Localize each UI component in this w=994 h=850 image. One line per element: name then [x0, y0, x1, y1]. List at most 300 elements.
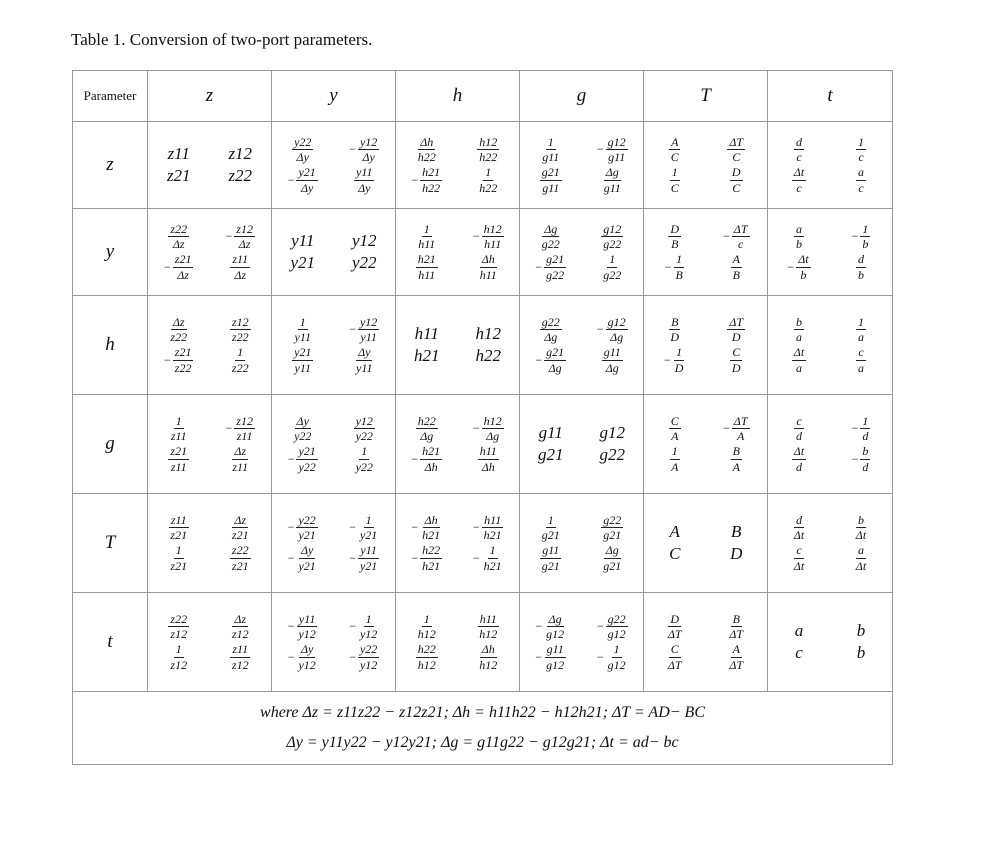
matrix-grid [272, 316, 395, 374]
matrix-cell [272, 122, 396, 209]
numerator: z12 [236, 413, 253, 428]
fraction [354, 166, 374, 194]
entry-symbol: z22 [228, 166, 253, 185]
matrix-entry [857, 643, 866, 663]
matrix-entry [601, 514, 623, 542]
minus-sign: − [411, 451, 419, 466]
row-header: t [73, 593, 148, 692]
matrix-entry [854, 544, 868, 572]
denominator: Δg [486, 429, 500, 444]
fraction [796, 253, 810, 281]
matrix-entry [411, 445, 442, 473]
denominator: h12 [417, 627, 436, 642]
matrix-entry [669, 136, 681, 164]
numerator: Δz [234, 611, 247, 626]
matrix-entry [168, 613, 189, 641]
fraction [792, 166, 806, 194]
numerator: y21 [298, 165, 316, 179]
matrix-grid [520, 514, 643, 572]
matrix-entry [477, 613, 499, 641]
denominator: Δz [177, 267, 189, 282]
numerator: 1 [423, 611, 430, 626]
matrix-entry [292, 346, 313, 374]
fraction [173, 346, 194, 374]
numerator: Δg [548, 611, 562, 626]
numerator: D [731, 165, 741, 179]
minus-sign: − [287, 550, 295, 565]
minus-sign: − [596, 142, 604, 157]
denominator: D [670, 330, 680, 345]
fraction [856, 253, 866, 281]
fraction [731, 445, 742, 473]
matrix-grid [396, 136, 519, 194]
matrix-entry [473, 223, 504, 251]
matrix-entry [416, 613, 438, 641]
fraction [854, 514, 868, 542]
matrix-entry [792, 445, 806, 473]
matrix-entry [540, 166, 562, 194]
minus-sign: − [164, 259, 171, 274]
matrix-entry [411, 514, 442, 542]
denominator: Δh [424, 459, 438, 474]
fraction [482, 415, 504, 443]
footnote-line-2: Δy = y11y22 − y12y21; Δg = g11g22 − g12g21; Δt = ad− bc [286, 734, 679, 751]
matrix-entry [664, 346, 685, 374]
matrix-cell [396, 494, 520, 593]
footnote-row [73, 692, 893, 765]
fraction [540, 514, 562, 542]
matrix-entry [416, 253, 438, 281]
fraction [606, 316, 628, 344]
matrix-entry [666, 643, 684, 671]
matrix-grid [148, 316, 271, 374]
fraction [169, 415, 189, 443]
matrix-entry [730, 166, 743, 194]
entry-symbol: g11 [538, 423, 563, 442]
matrix-entry [168, 514, 189, 542]
denominator: h12 [479, 657, 498, 672]
numerator: Δt [793, 444, 805, 458]
denominator: D [674, 360, 684, 375]
denominator: a [858, 360, 864, 375]
fraction [727, 643, 745, 671]
fraction [669, 445, 680, 473]
denominator: D [731, 330, 741, 345]
numerator: 1 [676, 252, 683, 266]
table-row [73, 122, 893, 209]
denominator: Δy [358, 180, 371, 195]
minus-sign: − [723, 421, 730, 436]
matrix-entry [478, 253, 499, 281]
numerator: ΔT [733, 413, 748, 428]
fraction [354, 415, 375, 443]
fraction [477, 136, 499, 164]
matrix-grid [768, 223, 892, 281]
fraction [296, 514, 317, 542]
matrix-grid [768, 136, 892, 194]
entry-symbol: B [731, 522, 742, 541]
denominator: c [796, 150, 802, 165]
numerator: B [732, 611, 740, 626]
numerator: 1 [489, 543, 496, 557]
denominator: c [858, 180, 864, 195]
minus-sign: − [535, 352, 543, 367]
denominator: h12 [479, 627, 498, 642]
entry-symbol: z11 [167, 144, 190, 163]
denominator: z21 [231, 558, 249, 573]
fraction [168, 613, 189, 641]
fraction [168, 316, 189, 344]
fraction [358, 136, 379, 164]
entry-symbol: b [856, 643, 866, 662]
matrix-cell [768, 593, 893, 692]
matrix-entry [668, 223, 681, 251]
matrix-entry [731, 445, 742, 473]
matrix-entry [852, 445, 871, 473]
matrix-entry [352, 231, 377, 251]
numerator: b [862, 444, 869, 458]
fraction [173, 253, 194, 281]
numerator: Δg [544, 221, 558, 236]
numerator: ΔT [729, 134, 744, 149]
matrix-entry [666, 613, 684, 641]
denominator: h21 [483, 558, 502, 573]
fraction [602, 166, 623, 194]
minus-sign: − [851, 229, 859, 244]
denominator: d [796, 429, 802, 444]
denominator: C [732, 150, 741, 165]
matrix-entry [602, 166, 623, 194]
fraction [669, 136, 681, 164]
denominator: ΔT [729, 657, 744, 672]
matrix-entry [792, 346, 806, 374]
numerator: 1 [862, 413, 869, 428]
numerator: Δg [605, 165, 619, 179]
fraction [601, 253, 623, 281]
fraction [540, 544, 562, 572]
matrix-cell [520, 209, 644, 296]
fraction [292, 136, 313, 164]
footnote [73, 692, 893, 765]
numerator: 1 [613, 642, 620, 656]
fraction [478, 253, 499, 281]
matrix-entry [787, 253, 810, 281]
denominator: A [736, 429, 745, 444]
matrix-entry [352, 253, 377, 273]
denominator: z22 [231, 330, 249, 345]
matrix-cell [644, 296, 768, 395]
denominator: z11 [170, 459, 187, 474]
denominator: d [862, 429, 869, 444]
denominator: h22 [479, 150, 498, 165]
fraction [168, 544, 189, 572]
numerator: C [732, 345, 741, 359]
matrix-entry [477, 166, 499, 194]
matrix-entry [230, 316, 251, 344]
minus-sign: − [411, 550, 419, 565]
denominator: g11 [603, 180, 621, 195]
numerator: b [857, 512, 864, 527]
table-row [73, 593, 893, 692]
numerator: 1 [671, 444, 678, 458]
matrix-entry [597, 136, 628, 164]
matrix-grid [148, 415, 271, 473]
denominator: g21 [541, 558, 560, 573]
matrix-entry [349, 544, 379, 572]
minus-sign: − [596, 619, 604, 634]
minus-sign: − [411, 172, 419, 187]
footnote-line-1: where Δz = z11z22 − z12z21; Δh = h11h22 − h12h21; ΔT = AD− BC [260, 704, 705, 721]
table-row [73, 209, 893, 296]
matrix-entry [794, 415, 804, 443]
denominator: C [670, 180, 679, 195]
matrix-entry [731, 253, 742, 281]
numerator: h21 [422, 444, 441, 458]
matrix-entry [164, 253, 193, 281]
matrix-grid [272, 613, 395, 671]
fraction [416, 253, 438, 281]
numerator: Δh [420, 134, 434, 149]
numerator: g11 [542, 543, 560, 557]
matrix-cell [768, 296, 893, 395]
matrix-grid [272, 514, 395, 572]
matrix-entry [416, 415, 438, 443]
numerator: A [732, 252, 740, 266]
denominator: Δh [481, 459, 495, 474]
denominator: g12 [607, 657, 626, 672]
matrix-grid [272, 415, 395, 473]
entry-symbol: g12 [599, 423, 625, 442]
fraction [792, 514, 806, 542]
matrix-cell [272, 209, 396, 296]
matrix-cell [644, 395, 768, 494]
fraction [234, 415, 255, 443]
matrix-cell [148, 494, 272, 593]
entry-symbol: y21 [290, 253, 316, 272]
fraction [354, 346, 374, 374]
numerator: y22 [294, 134, 312, 149]
denominator: z12 [170, 657, 188, 672]
matrix-cell [768, 395, 893, 494]
numerator: c [796, 543, 802, 557]
fraction [601, 544, 623, 572]
entry-symbol: A [669, 522, 680, 541]
matrix-entry [169, 415, 189, 443]
matrix-entry [535, 643, 566, 671]
matrix-cell [520, 494, 644, 593]
matrix-cell [396, 209, 520, 296]
fraction [540, 166, 562, 194]
numerator: g21 [546, 252, 565, 266]
numerator: Δh [481, 642, 495, 656]
matrix-entry [228, 144, 252, 164]
column-header-z: z [148, 71, 272, 122]
numerator: y22 [298, 512, 316, 527]
entry-symbol: h22 [475, 346, 501, 365]
matrix-entry [291, 231, 314, 251]
fraction [358, 316, 379, 344]
fraction [416, 613, 438, 641]
denominator: g22 [603, 267, 622, 282]
matrix-entry [349, 613, 379, 641]
fraction [358, 514, 379, 542]
denominator: z22 [170, 330, 188, 345]
numerator: Δh [481, 252, 495, 266]
matrix-cell [396, 122, 520, 209]
matrix-entry [730, 346, 743, 374]
denominator: z22 [174, 360, 192, 375]
minus-sign: − [535, 259, 543, 274]
fraction [416, 643, 438, 671]
row-header: T [73, 494, 148, 593]
entry-symbol: z12 [228, 144, 253, 163]
fraction [540, 136, 561, 164]
matrix-grid [272, 231, 395, 273]
fraction [860, 445, 870, 473]
fraction [666, 643, 684, 671]
matrix-cell [272, 395, 396, 494]
fraction [540, 316, 562, 344]
denominator: h11 [479, 267, 497, 282]
matrix-entry [856, 166, 866, 194]
matrix-cell [644, 593, 768, 692]
denominator: ΔT [667, 627, 682, 642]
denominator: b [796, 237, 802, 252]
numerator: z21 [174, 252, 192, 266]
minus-sign: − [596, 649, 604, 664]
matrix-entry [288, 166, 318, 194]
numerator: Δz [234, 444, 247, 458]
matrix-entry [230, 643, 251, 671]
denominator: h12 [417, 657, 436, 672]
fraction [727, 316, 745, 344]
denominator: Δt [793, 528, 805, 543]
denominator: y22 [298, 459, 316, 474]
numerator: h11 [484, 512, 502, 527]
matrix-entry [669, 415, 681, 443]
denominator: y21 [359, 528, 378, 543]
denominator: Δz [172, 237, 185, 252]
row-header: h [73, 296, 148, 395]
numerator: g12 [607, 314, 626, 329]
matrix-cell [768, 122, 893, 209]
matrix-entry [669, 544, 680, 564]
matrix-grid [768, 415, 892, 473]
matrix-entry [668, 316, 681, 344]
fraction [420, 166, 442, 194]
denominator: h21 [422, 558, 441, 573]
fraction [292, 415, 313, 443]
denominator: g21 [603, 528, 622, 543]
matrix-entry [731, 522, 741, 542]
entry-symbol: g22 [599, 445, 625, 464]
fraction [794, 415, 804, 443]
denominator: z22 [231, 360, 249, 375]
denominator: Δg [544, 330, 558, 345]
numerator: b [796, 314, 802, 329]
numerator: h11 [479, 444, 497, 458]
denominator: B [732, 267, 740, 282]
matrix-entry [293, 316, 313, 344]
matrix-entry [856, 316, 866, 344]
numerator: y21 [298, 444, 316, 458]
matrix-entry [540, 544, 562, 572]
matrix-cell [644, 122, 768, 209]
matrix-entry [794, 223, 804, 251]
matrix-entry [230, 253, 250, 281]
fraction [731, 253, 742, 281]
denominator: z11 [236, 429, 253, 444]
numerator: 1 [423, 221, 430, 236]
minus-sign: − [851, 451, 859, 466]
matrix-cell [768, 494, 893, 593]
denominator: h21 [483, 528, 502, 543]
fraction [416, 415, 438, 443]
denominator: c [737, 237, 744, 252]
denominator: A [671, 459, 679, 474]
matrix-entry [414, 346, 440, 366]
numerator: h22 [417, 413, 436, 428]
denominator: g22 [603, 237, 622, 252]
matrix-entry [473, 415, 504, 443]
fraction [668, 316, 681, 344]
denominator: h22 [417, 150, 436, 165]
denominator: y21 [298, 558, 316, 573]
denominator: B [671, 237, 679, 252]
matrix-entry [856, 253, 866, 281]
matrix-grid [520, 223, 643, 281]
numerator: a [796, 221, 802, 236]
matrix-entry [540, 136, 561, 164]
matrix-entry [852, 415, 871, 443]
fraction [854, 544, 868, 572]
matrix-grid [644, 223, 767, 281]
fraction [794, 223, 804, 251]
matrix-entry [473, 514, 504, 542]
fraction [544, 346, 566, 374]
entry-symbol: a [794, 621, 804, 640]
minus-sign: − [472, 550, 480, 565]
numerator: Δy [300, 642, 314, 656]
matrix-cell [148, 395, 272, 494]
numerator: Δy [358, 345, 371, 359]
fraction [296, 544, 317, 572]
numerator: Δh [424, 512, 438, 527]
denominator: z21 [231, 528, 249, 543]
fraction [860, 223, 870, 251]
fraction [230, 316, 251, 344]
matrix-entry [478, 445, 499, 473]
numerator: z21 [174, 345, 192, 359]
numerator: D [670, 611, 680, 626]
minus-sign: − [535, 649, 543, 664]
denominator: Δg [548, 360, 562, 375]
matrix-grid [644, 316, 767, 374]
numerator: Δy [296, 413, 309, 428]
denominator: y12 [359, 627, 378, 642]
fraction [727, 136, 745, 164]
matrix-entry [727, 316, 745, 344]
matrix-entry [477, 136, 499, 164]
matrix-entry [288, 514, 318, 542]
numerator: 1 [862, 221, 869, 236]
entry-symbol: y12 [351, 231, 377, 250]
matrix-cell [768, 209, 893, 296]
matrix-entry [794, 316, 804, 344]
matrix-cell [520, 395, 644, 494]
fraction [730, 346, 743, 374]
numerator: 1 [671, 165, 678, 179]
